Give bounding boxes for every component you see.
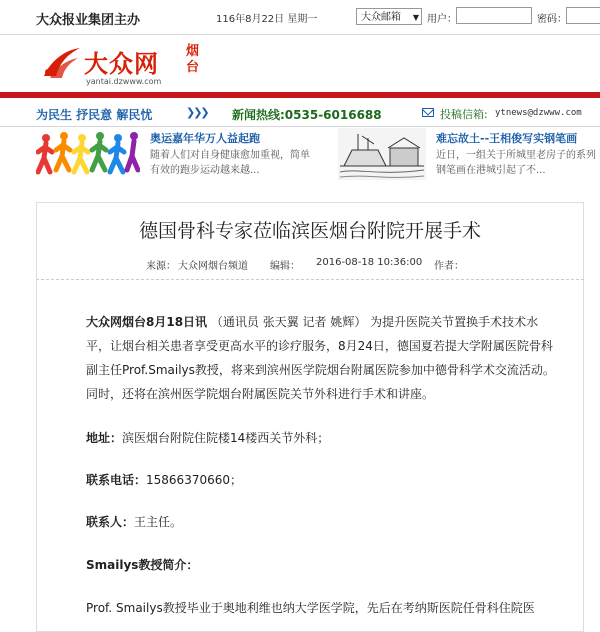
- promo-summary: 近日，一组关于所城里老房子的系列钢笔画在港城引起了不...: [436, 150, 596, 176]
- username-label: 用户：: [427, 14, 457, 25]
- article-lead-paragraph: [86, 310, 558, 406]
- intro-paragraph: Prof. Smailys教授毕业于奥地利维也纳大学医学院，先后在考纳斯医院任骨科住院医: [86, 601, 535, 615]
- mail-provider-select[interactable]: [356, 8, 422, 25]
- chevron-right-icon: ❯❯❯: [186, 106, 208, 119]
- intro-heading: Smailys教授简介：: [86, 558, 199, 572]
- password-input[interactable]: [566, 7, 600, 24]
- mail-icon: [422, 108, 434, 117]
- contact-value: 王主任。: [134, 515, 183, 529]
- promo-summary: 随着人们对自身健康愈加重视，简单有效的跑步运动越来越...: [150, 150, 310, 176]
- logo-wordmark: 大众网: [84, 49, 159, 78]
- current-date: 116年8月22日 星期一: [216, 14, 318, 25]
- pen-sketch-image[interactable]: [338, 128, 426, 180]
- editor-label: 编辑：: [270, 261, 300, 272]
- news-hotline: 新闻热线:0535-6016688: [232, 108, 382, 122]
- submission-label: 投稿信箱:: [440, 108, 488, 121]
- slogan-bar: [0, 100, 600, 127]
- logo-url: yantai.dzwww.com: [86, 77, 162, 86]
- username-input[interactable]: [456, 7, 532, 24]
- password-label: 密码：: [537, 14, 567, 25]
- phone-line: [86, 468, 558, 492]
- slogan-text: 为民生 抒民意 解民忧: [36, 108, 153, 122]
- chevron-down-icon: ▼: [412, 13, 419, 22]
- logo-city: 烟台: [186, 44, 200, 75]
- contact-line: [86, 510, 558, 534]
- phone-value: 15866370660；: [146, 473, 242, 487]
- runners-image[interactable]: [36, 128, 140, 180]
- site-logo[interactable]: [36, 36, 200, 92]
- meta-divider: [36, 279, 584, 280]
- source-label: 来源：: [146, 261, 176, 272]
- mail-provider-value: 大众邮箱: [361, 12, 401, 23]
- article-title: 德国骨科专家莅临滨医烟台附院开展手术: [138, 220, 481, 242]
- address-label: 地址：: [86, 431, 123, 445]
- top-bar: [0, 0, 600, 35]
- submission-email-link[interactable]: ytnews@dzwww.com: [495, 108, 582, 118]
- sponsor-text: 大众报业集团主办: [36, 13, 141, 28]
- promo-title[interactable]: 奥运嘉年华万人益起跑: [150, 132, 260, 145]
- address-value: 滨医烟台附院住院楼14楼西关节外科；: [122, 431, 330, 445]
- promo-item-sketch[interactable]: [338, 128, 600, 180]
- source-value: 大众网烟台频道: [178, 261, 248, 272]
- lead-text: （通讯员 张天翼 记者 姚辉） 为提升医院关节置换手术技术水平，让烟台相关患者享受更高水平的诊疗服务，8月24日，德国夏若提大学附属医院骨科副主任Prof.Smailys教授，将来到滨州医学院烟台附属医院参加中德骨科学术交流活动。同时，还将在滨州医学院烟台附属医院关节外科进行手术和讲座。: [86, 315, 555, 401]
- author-label: 作者：: [434, 261, 464, 272]
- promo-title[interactable]: 难忘故土--王相俊写实钢笔画: [436, 132, 578, 145]
- header-red-band: [0, 92, 600, 98]
- promo-item-running[interactable]: [36, 128, 310, 180]
- dateline: 大众网烟台8月18日讯: [86, 315, 208, 329]
- publish-datetime: 2016-08-18 10:36:00: [316, 257, 423, 268]
- contact-label: 联系人：: [86, 515, 135, 529]
- address-line: [86, 426, 558, 450]
- phone-label: 联系电话：: [86, 473, 147, 487]
- logo-flame-icon: [40, 42, 84, 82]
